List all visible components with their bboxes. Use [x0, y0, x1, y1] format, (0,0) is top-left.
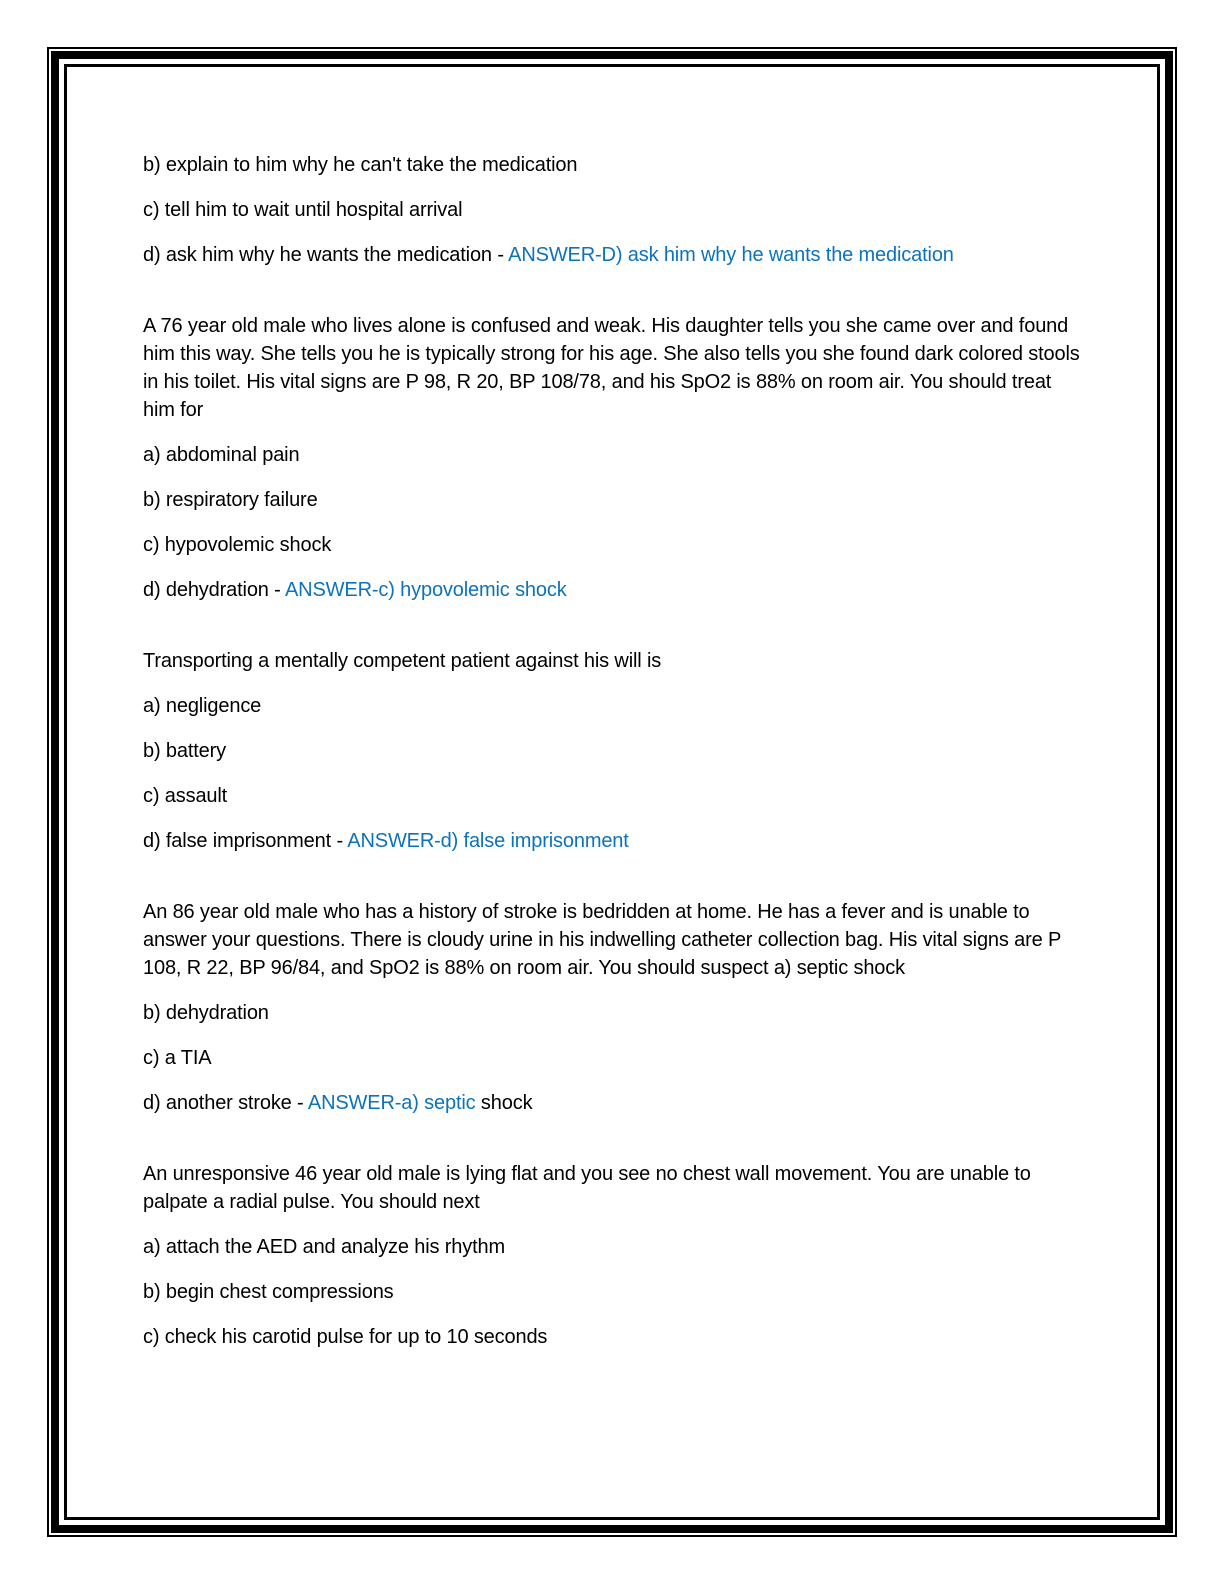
answer-option — [143, 576, 1080, 604]
option-text: d) ask him why he wants the medication - — [143, 244, 509, 266]
correct-answer-text: ANSWER-a) septic — [307, 1092, 481, 1114]
question-block — [143, 312, 1080, 604]
answer-option — [143, 1044, 1080, 1072]
answer-option — [143, 737, 1080, 765]
option-text: d) false imprisonment - — [143, 830, 348, 852]
option-text: c) hypovolemic shock — [143, 534, 332, 556]
question-stem: A 76 year old male who lives alone is confused and weak. His daughter tells you she came over and found him this way. She tells you he is typically strong for his age. She also tells you she found dark colored stools in his toilet. His vital signs are P 98, R 20, BP 108/78, and his SpO2 is 88% on room air. You should treat him for — [143, 315, 1080, 421]
option-text: b) battery — [143, 740, 226, 762]
option-text: a) negligence — [143, 695, 262, 717]
page-border-inner — [64, 64, 1160, 1520]
quiz-content — [67, 67, 1157, 1394]
answer-option — [143, 196, 1080, 224]
answer-option — [143, 151, 1080, 179]
option-text: a) attach the AED and analyze his rhythm — [143, 1236, 505, 1258]
option-text: d) another stroke - — [143, 1092, 308, 1114]
option-text: a) abdominal pain — [143, 444, 300, 466]
answer-option — [143, 1278, 1080, 1306]
option-text: c) tell him to wait until hospital arrival — [143, 199, 463, 221]
question-block — [143, 151, 1080, 269]
option-text: c) check his carotid pulse for up to 10 seconds — [143, 1326, 548, 1348]
answer-option — [143, 1089, 1080, 1117]
answer-option — [143, 1233, 1080, 1261]
answer-option — [143, 1323, 1080, 1351]
correct-answer-text: ANSWER-d) false imprisonment — [347, 830, 629, 852]
question-block — [143, 647, 1080, 855]
answer-option — [143, 827, 1080, 855]
answer-option — [143, 486, 1080, 514]
answer-option — [143, 999, 1080, 1027]
question-block — [143, 898, 1080, 1117]
option-text: b) dehydration — [143, 1002, 269, 1024]
question-stem: An unresponsive 46 year old male is lying flat and you see no chest wall movement. You are unable to palpate a radial pulse. You should next — [143, 1163, 1031, 1213]
question-block — [143, 1160, 1080, 1351]
correct-answer-text: ANSWER-c) hypovolemic shock — [284, 579, 567, 601]
question-stem: Transporting a mentally competent patient against his will is — [143, 650, 662, 672]
option-text-after-answer: shock — [480, 1092, 533, 1114]
option-text: b) respiratory failure — [143, 489, 318, 511]
answer-option — [143, 441, 1080, 469]
question-stem: An 86 year old male who has a history of stroke is bedridden at home. He has a fever and is unable to answer your questions. There is cloudy urine in his indwelling catheter collection bag. His vital signs are P 108, R 22, BP 96/84, and SpO2 is 88% on room air. You should suspect a) septic shock — [143, 901, 1061, 979]
option-text: c) assault — [143, 785, 228, 807]
option-text: b) explain to him why he can't take the medication — [143, 154, 578, 176]
answer-option — [143, 692, 1080, 720]
correct-answer-text: ANSWER-D) ask him why he wants the medication — [508, 244, 954, 266]
option-text: b) begin chest compressions — [143, 1281, 394, 1303]
answer-option — [143, 531, 1080, 559]
answer-option — [143, 782, 1080, 810]
option-text: d) dehydration - — [143, 579, 285, 601]
answer-option — [143, 241, 1080, 269]
page-border-thick-band — [51, 51, 1173, 1533]
option-text: c) a TIA — [143, 1047, 212, 1069]
page-border-outer — [47, 47, 1177, 1537]
